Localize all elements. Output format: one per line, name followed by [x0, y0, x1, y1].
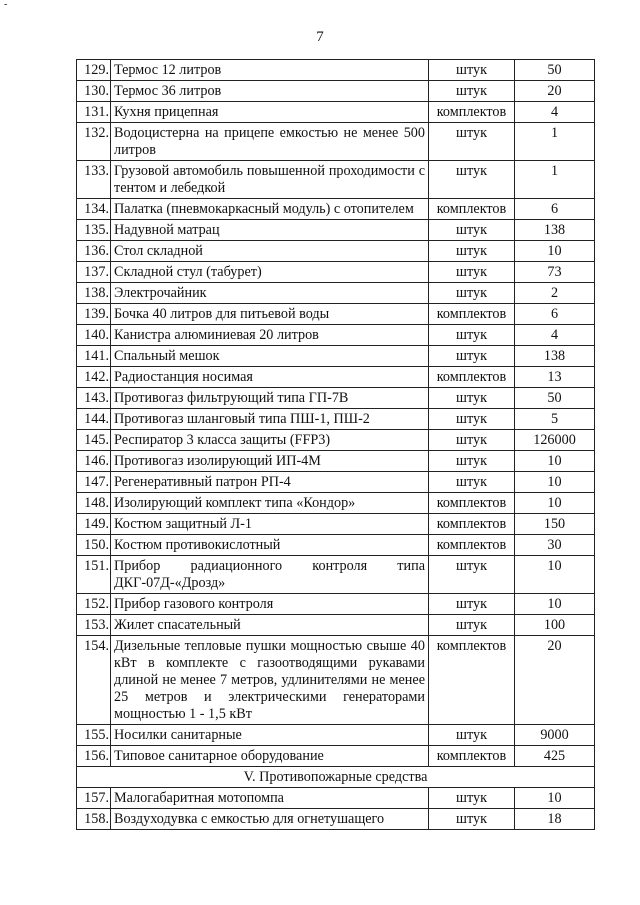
- item-name: Спальный мешок: [111, 346, 429, 367]
- item-quantity: 150: [515, 514, 595, 535]
- equipment-table: [76, 59, 595, 830]
- item-quantity: 20: [515, 636, 595, 725]
- row-number: 138.: [77, 283, 111, 304]
- row-number: 129.: [77, 60, 111, 81]
- table-row: [77, 615, 595, 636]
- row-number: 140.: [77, 325, 111, 346]
- item-quantity: 18: [515, 809, 595, 830]
- table-row: [77, 493, 595, 514]
- item-quantity: 10: [515, 472, 595, 493]
- item-name: Палатка (пневмокаркасный модуль) с отопителем: [111, 199, 429, 220]
- table-row: [77, 325, 595, 346]
- item-unit: штук: [429, 472, 515, 493]
- item-unit: комплектов: [429, 636, 515, 725]
- table-row: [77, 409, 595, 430]
- table-row: [77, 809, 595, 830]
- item-name: Прибор газового контроля: [111, 594, 429, 615]
- item-unit: штук: [429, 241, 515, 262]
- row-number: 130.: [77, 81, 111, 102]
- item-unit: штук: [429, 262, 515, 283]
- item-name: Стол складной: [111, 241, 429, 262]
- item-unit: комплектов: [429, 514, 515, 535]
- row-number: 150.: [77, 535, 111, 556]
- item-name: Противогаз шланговый типа ПШ-1, ПШ-2: [111, 409, 429, 430]
- section-title: V. Противопожарные средства: [77, 767, 595, 788]
- table-row: [77, 102, 595, 123]
- item-unit: штук: [429, 556, 515, 594]
- item-name: Складной стул (табурет): [111, 262, 429, 283]
- row-number: 134.: [77, 199, 111, 220]
- item-name: Респиратор 3 класса защиты (FFP3): [111, 430, 429, 451]
- row-number: 152.: [77, 594, 111, 615]
- item-quantity: 50: [515, 60, 595, 81]
- row-number: 131.: [77, 102, 111, 123]
- item-name: Кухня прицепная: [111, 102, 429, 123]
- row-number: 157.: [77, 788, 111, 809]
- item-name: Жилет спасательный: [111, 615, 429, 636]
- table-row: [77, 746, 595, 767]
- item-quantity: 10: [515, 788, 595, 809]
- item-unit: комплектов: [429, 367, 515, 388]
- item-quantity: 5: [515, 409, 595, 430]
- row-number: 132.: [77, 123, 111, 161]
- row-number: 144.: [77, 409, 111, 430]
- table-row: [77, 636, 595, 725]
- row-number: 133.: [77, 161, 111, 199]
- item-unit: штук: [429, 161, 515, 199]
- row-number: 139.: [77, 304, 111, 325]
- table-row: [77, 594, 595, 615]
- table-row: [77, 367, 595, 388]
- table-row: [77, 262, 595, 283]
- table-row: [77, 430, 595, 451]
- item-unit: штук: [429, 81, 515, 102]
- item-name: Изолирующий комплект типа «Кондор»: [111, 493, 429, 514]
- item-name: Прибор радиационного контроля типа ДКГ-07Д-«Дрозд»: [111, 556, 429, 594]
- row-number: 148.: [77, 493, 111, 514]
- item-unit: комплектов: [429, 199, 515, 220]
- item-unit: штук: [429, 615, 515, 636]
- item-quantity: 73: [515, 262, 595, 283]
- item-unit: комплектов: [429, 535, 515, 556]
- equipment-table-body: [77, 60, 595, 830]
- item-name: Термос 36 литров: [111, 81, 429, 102]
- item-name: Водоцистерна на прицепе емкостью не менее 500 литров: [111, 123, 429, 161]
- row-number: 137.: [77, 262, 111, 283]
- item-unit: штук: [429, 788, 515, 809]
- row-number: 141.: [77, 346, 111, 367]
- item-quantity: 2: [515, 283, 595, 304]
- row-number: 154.: [77, 636, 111, 725]
- table-row: [77, 123, 595, 161]
- item-quantity: 10: [515, 241, 595, 262]
- item-quantity: 138: [515, 220, 595, 241]
- row-number: 146.: [77, 451, 111, 472]
- table-row: [77, 514, 595, 535]
- item-quantity: 6: [515, 304, 595, 325]
- row-number: 143.: [77, 388, 111, 409]
- table-row: [77, 788, 595, 809]
- item-quantity: 13: [515, 367, 595, 388]
- item-unit: штук: [429, 60, 515, 81]
- table-row: [77, 535, 595, 556]
- item-name: Канистра алюминиевая 20 литров: [111, 325, 429, 346]
- table-row: [77, 388, 595, 409]
- table-row: [77, 346, 595, 367]
- table-row: [77, 304, 595, 325]
- item-name: Противогаз изолирующий ИП-4М: [111, 451, 429, 472]
- item-unit: комплектов: [429, 102, 515, 123]
- corner-mark: -: [4, 0, 8, 10]
- item-name: Регенеративный патрон РП-4: [111, 472, 429, 493]
- item-unit: штук: [429, 346, 515, 367]
- table-row: [77, 161, 595, 199]
- table-row: [77, 199, 595, 220]
- item-quantity: 1: [515, 123, 595, 161]
- item-unit: штук: [429, 388, 515, 409]
- item-unit: штук: [429, 430, 515, 451]
- item-unit: штук: [429, 594, 515, 615]
- table-row: [77, 451, 595, 472]
- item-quantity: 10: [515, 451, 595, 472]
- row-number: 158.: [77, 809, 111, 830]
- item-quantity: 4: [515, 102, 595, 123]
- table-row: [77, 556, 595, 594]
- item-unit: комплектов: [429, 746, 515, 767]
- item-name: Носилки санитарные: [111, 725, 429, 746]
- item-unit: штук: [429, 325, 515, 346]
- item-quantity: 50: [515, 388, 595, 409]
- item-quantity: 30: [515, 535, 595, 556]
- item-name: Воздуходувка с емкостью для огнетушащего: [111, 809, 429, 830]
- table-row: [77, 472, 595, 493]
- row-number: 142.: [77, 367, 111, 388]
- table-row: [77, 241, 595, 262]
- item-unit: штук: [429, 220, 515, 241]
- page-number: 7: [316, 29, 324, 45]
- row-number: 147.: [77, 472, 111, 493]
- row-number: 153.: [77, 615, 111, 636]
- item-quantity: 10: [515, 556, 595, 594]
- item-name: Грузовой автомобиль повышенной проходимости с тентом и лебедкой: [111, 161, 429, 199]
- table-row: [77, 220, 595, 241]
- table-row: [77, 725, 595, 746]
- item-name: Бочка 40 литров для питьевой воды: [111, 304, 429, 325]
- item-name: Противогаз фильтрующий типа ГП-7В: [111, 388, 429, 409]
- row-number: 149.: [77, 514, 111, 535]
- row-number: 145.: [77, 430, 111, 451]
- row-number: 151.: [77, 556, 111, 594]
- item-name: Костюм противокислотный: [111, 535, 429, 556]
- row-number: 155.: [77, 725, 111, 746]
- item-unit: комплектов: [429, 304, 515, 325]
- item-name: Костюм защитный Л-1: [111, 514, 429, 535]
- item-quantity: 4: [515, 325, 595, 346]
- table-row: [77, 60, 595, 81]
- row-number: 135.: [77, 220, 111, 241]
- row-number: 136.: [77, 241, 111, 262]
- item-quantity: 1: [515, 161, 595, 199]
- item-quantity: 10: [515, 594, 595, 615]
- item-unit: штук: [429, 451, 515, 472]
- item-quantity: 9000: [515, 725, 595, 746]
- item-name: Термос 12 литров: [111, 60, 429, 81]
- item-name: Электрочайник: [111, 283, 429, 304]
- item-quantity: 138: [515, 346, 595, 367]
- row-number: 156.: [77, 746, 111, 767]
- item-quantity: 100: [515, 615, 595, 636]
- item-name: Малогабаритная мотопомпа: [111, 788, 429, 809]
- item-quantity: 10: [515, 493, 595, 514]
- table-row: [77, 283, 595, 304]
- item-name: Дизельные тепловые пушки мощностью свыше 40 кВт в комплекте с газоотводящими рукавами длиной не менее 7 метров, удлинителями не менее 25 метров и электрическими генераторами мощностью 1 - 1,5 кВт: [111, 636, 429, 725]
- item-unit: комплектов: [429, 493, 515, 514]
- item-unit: штук: [429, 809, 515, 830]
- item-unit: штук: [429, 283, 515, 304]
- item-name: Типовое санитарное оборудование: [111, 746, 429, 767]
- item-quantity: 425: [515, 746, 595, 767]
- item-quantity: 6: [515, 199, 595, 220]
- section-header-row: [77, 767, 595, 788]
- item-unit: штук: [429, 123, 515, 161]
- item-quantity: 126000: [515, 430, 595, 451]
- item-quantity: 20: [515, 81, 595, 102]
- table-row: [77, 81, 595, 102]
- item-name: Радиостанция носимая: [111, 367, 429, 388]
- item-name: Надувной матрац: [111, 220, 429, 241]
- item-unit: штук: [429, 409, 515, 430]
- item-unit: штук: [429, 725, 515, 746]
